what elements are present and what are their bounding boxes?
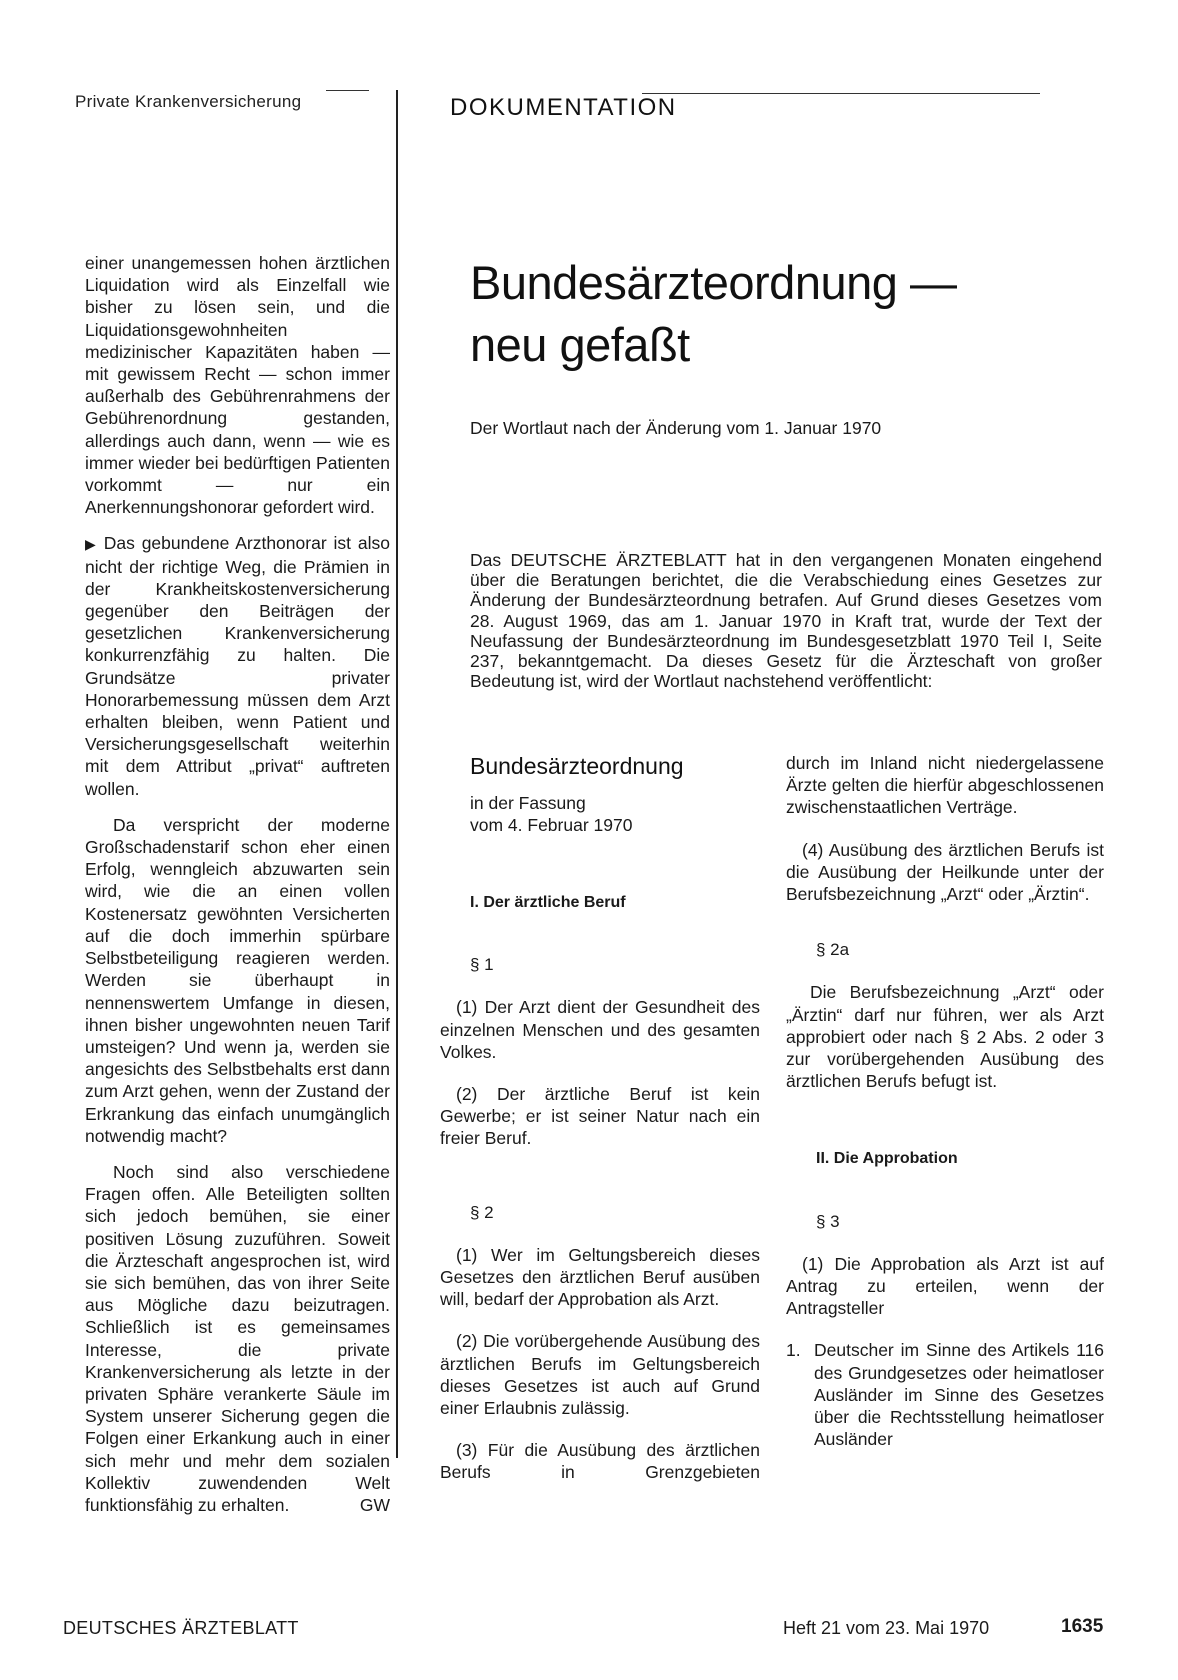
part-1-heading: I. Der ärztliche Beruf	[470, 894, 626, 911]
law-title: Bundesärzteordnung	[470, 753, 684, 779]
left-paragraph-4-text: Noch sind also verschiedene Fragen offen. Alle Beteiligten sollten sich jedoch bemühen, sie einer positiven Lösung zuzuführen. Soweit die Ärzteschaft angesprochen ist, wird sie sich bemühen, das von ihrer Seite aus Mögliche dazu beizutragen. Schließlich ist es gemeinsames Interesse, die private Krankenversicherung als letzte in der privaten Sphäre verankerte Säule im System unserer Sicherung gegen die Folgen einer Erkankung auch in einer sich mehr und mehr dem sozialen Kollektiv zuwendenden Welt funktionsfähig zu erhalten.	[85, 1161, 390, 1515]
header-left-rule	[326, 90, 369, 91]
left-paragraph-3: Da verspricht der moderne Großschadenstarif schon eher einen Erfolg, wenngleich abzuwarten sein wird, wie die an einen vollen Kostenersatz gewöhnten Versicherten auf die doch immerhin spürbare Selbstbeteiligung reagieren werden. Werden sie überhaupt in nennenswertem Umfange in diesen, ihnen bisher ungewohnten neuen Tarif umsteigen? Und wenn ja, werden sie angesichts des Selbstbehalts erst dann zum Arzt gehen, wenn der Zustand der Erkrankung das einfach unumgänglich notwendig macht?	[85, 814, 390, 1146]
page-number: 1635	[1061, 1616, 1104, 1637]
left-paragraph-1: einer unangemessen hohen ärztlichen Liquidation wird als Einzelfall wie bisher zu lösen sein, und die Liquidationsgewohnheiten medizinischer Kapazitäten haben — mit gewissem Recht — schon immer außerhalb des Gebührenrahmens der Gebührenordnung gestanden, allerdings auch dann, wenn — wie es immer wieder bei bedürftigen Patienten vorkommt — nur ein Anerkennungshonorar gefordert wird.	[85, 253, 390, 518]
column-divider	[396, 90, 398, 1458]
section-2-para-3-continued: durch im Inland nicht niedergelassene Ärzte gelten die hierfür abgeschlossenen zwischenstaatlichen Verträge.	[786, 753, 1104, 818]
section-1-para-2: (2) Der ärztliche Beruf ist kein Gewerbe; er ist seiner Natur nach ein freier Beruf.	[440, 1084, 760, 1149]
left-paragraph-4	[85, 1161, 390, 1516]
section-3-item-1	[786, 1339, 1104, 1450]
left-column	[85, 252, 390, 1516]
section-2-para-3: (3) Für die Ausübung des ärztlichen Berufs in Grenzgebieten	[440, 1440, 760, 1483]
part-2-heading: II. Die Approbation	[816, 1150, 958, 1168]
section-2-para-1: (1) Wer im Geltungsbereich dieses Gesetzes den ärztlichen Beruf ausüben will, bedarf der Approbation als Arzt.	[440, 1244, 760, 1310]
article-title	[470, 252, 956, 376]
law-version-line-1: in der Fassung	[470, 793, 586, 813]
left-paragraph-2-text: Das gebundene Arzthonorar ist also nicht der richtige Weg, die Prämien in der Krankheitskostenversicherung gegenüber den Beiträgen der gesetzlichen Krankenversicherung konkurrenzfähig zu halten. Die Grundsätze privater Honorarbemessung müssen dem Arzt erhalten bleiben, wenn Patient und Versicherungsgesellschaft weiterhin mit dem Attribut „privat“ auftreten wollen.	[85, 533, 391, 799]
section-3-label: § 3	[816, 1211, 840, 1231]
section-header: Private Krankenversicherung	[75, 92, 302, 111]
footer-journal: DEUTSCHES ÄRZTEBLATT	[63, 1618, 299, 1638]
author-signature: GW	[359, 1494, 390, 1515]
section-3-item-1-text: Deutscher im Sinne des Artikels 116 des Grundgesetzes oder heimatloser Ausländer im Sinne des Gesetzes über die Rechtsstellung heimatloser Ausländer	[814, 1340, 1104, 1450]
section-2a-label: § 2a	[816, 940, 850, 960]
left-paragraph-2	[85, 532, 390, 799]
section-2a-para-1: Die Berufsbezeichnung „Arzt“ oder „Ärztin“ darf nur führen, wer als Arzt approbiert oder nach § 2 Abs. 2 oder 3 zur vorübergehenden Ausübung des ärztlichen Berufs befugt ist.	[786, 982, 1104, 1092]
article-subtitle: Der Wortlaut nach der Änderung vom 1. Januar 1970	[470, 418, 882, 438]
section-1-label: § 1	[470, 955, 494, 975]
footer-issue: Heft 21 vom 23. Mai 1970	[783, 1618, 990, 1638]
section-3-para-1: (1) Die Approbation als Arzt ist auf Antrag zu erteilen, wenn der Antragsteller	[786, 1253, 1104, 1319]
article-title-line-2: neu gefaßt	[470, 318, 690, 371]
law-column-2	[786, 752, 1104, 1450]
section-3-item-1-number: 1.	[786, 1340, 801, 1361]
article-title-line-1: Bundesärzteordnung —	[470, 256, 957, 309]
rubric-header: DOKUMENTATION	[450, 94, 677, 121]
law-column-1	[440, 752, 760, 1484]
section-2-para-4: (4) Ausübung des ärztlichen Berufs ist die Ausübung der Heilkunde unter der Berufsbezeichnung „Arzt“ oder „Ärztin“.	[786, 839, 1104, 905]
section-2-para-2: (2) Die vorübergehende Ausübung des ärztlichen Berufs im Geltungsbereich dieses Gesetzes ist auch auf Grund einer Erlaubnis zulässig.	[440, 1331, 760, 1419]
section-2-label: § 2	[470, 1202, 494, 1222]
article-intro: Das DEUTSCHE ÄRZTEBLATT hat in den vergangenen Monaten eingehend über die Beratungen berichtet, die die Verabschiedung eines Gesetzes zur Änderung der Bundesärzteordnung betrafen. Auf Grund dieses Gesetzes vom 28. August 1969, das am 1. Januar 1970 in Kraft trat, wurde der Text der Neufassung der Bundesärzteordnung im Bundesgesetzblatt 1970 Teil I, Seite 237, bekanntgemacht. Da dieses Gesetz für die Ärzteschaft von großer Bedeutung ist, wird der Wortlaut nachstehend veröffentlicht:	[470, 550, 1102, 692]
header-right-rule	[642, 93, 1040, 94]
law-version-line-2: vom 4. Februar 1970	[470, 815, 633, 835]
section-1-para-1: (1) Der Arzt dient der Gesundheit des einzelnen Menschen und des gesamten Volkes.	[440, 997, 760, 1062]
